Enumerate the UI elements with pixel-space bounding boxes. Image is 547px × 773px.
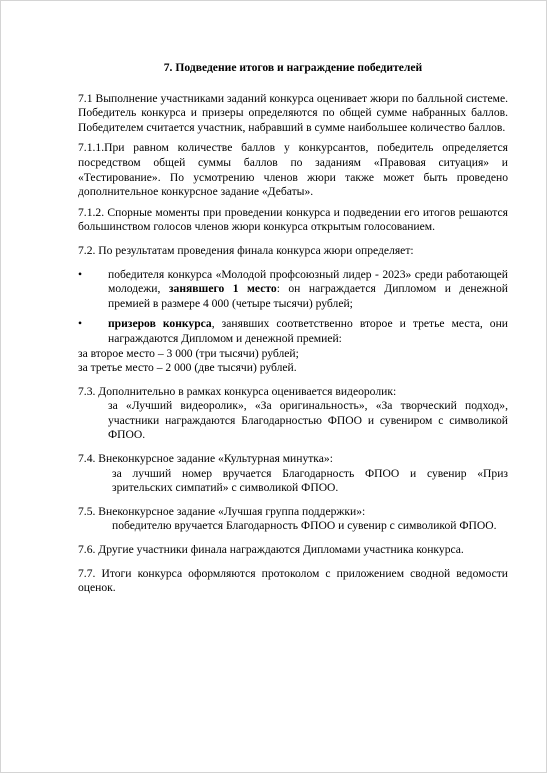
paragraph-7-5-detail: победителю вручается Благодарность ФПОО и сувенир с символикой ФПОО. <box>112 519 497 533</box>
list-item-winner-text: победителя конкурса «Молодой профсоюзный лидер - 2023» среди работающей молодежи, занявшего 1 место: он награждается Дипломом и денежной премией в размере 4 000 (четыре тысячи) рублей; <box>108 267 508 310</box>
winner-bold: занявшего 1 место <box>168 282 277 296</box>
second-place-prize: за второе место – 3 000 (три тысячи) рублей; <box>78 346 299 360</box>
list-item-prizewinners-text: призеров конкурса, занявших соответственно второе и третье места, они награждаются Дипломом и денежной премией: <box>108 317 509 345</box>
paragraph-7-1-2: 7.1.2. Спорные моменты при проведении конкурса и подведении его итогов решаются большинством голосов членов жюри конкурса открытым голосованием. <box>78 205 508 234</box>
bullet-marker: • <box>78 317 83 331</box>
list-item-prizewinners <box>78 317 508 346</box>
paragraph-7-1: 7.1 Выполнение участниками заданий конкурса оценивает жюри по балльной системе. Победитель конкурса и призеры определяются по общей сумме набранных баллов. Победителем считается участник, набравший в сумме наибольшее количество баллов. <box>78 91 508 134</box>
prizewinners-bold: призеров конкурса <box>108 317 212 331</box>
paragraph-7-3-detail: за «Лучший видеоролик», «За оригинальность», «За творческий подход», участники награждаются Благодарностью ФПОО и сувениром с символикой ФПОО. <box>108 399 508 442</box>
bullet-marker: • <box>78 267 83 281</box>
paragraph-7-2: 7.2. По результатам проведения финала конкурса жюри определяет: <box>78 243 414 257</box>
third-place-prize: за третье место – 2 000 (две тысячи) рублей. <box>78 361 297 375</box>
paragraph-7-3: 7.3. Дополнительно в рамках конкурса оценивается видеоролик: <box>78 384 397 398</box>
document-body <box>78 61 508 596</box>
paragraph-7-1-1: 7.1.1.При равном количестве баллов у конкурсантов, победитель определяется посредством общей суммы баллов по заданиям «Правовая ситуация» и «Тестирование». По усмотрению членов жюри также может быть проведено дополнительное конкурсное задание «Дебаты». <box>78 141 508 199</box>
paragraph-7-4-detail: за лучший номер вручается Благодарность ФПОО и сувенир «Приз зрительских симпатий» с символикой ФПОО. <box>112 466 508 495</box>
paragraph-7-5: 7.5. Внеконкурсное задание «Лучшая группа поддержки»: <box>78 504 366 518</box>
paragraph-7-6: 7.6. Другие участники финала награждаются Дипломами участника конкурса. <box>78 543 464 557</box>
list-item-winner <box>78 268 508 312</box>
paragraph-7-7: 7.7. Итоги конкурса оформляются протоколом с приложением сводной ведомости оценок. <box>78 566 508 595</box>
paragraph-7-4: 7.4. Внеконкурсное задание «Культурная минутка»: <box>78 452 333 466</box>
section-title: 7. Подведение итогов и награждение победителей <box>163 61 423 74</box>
